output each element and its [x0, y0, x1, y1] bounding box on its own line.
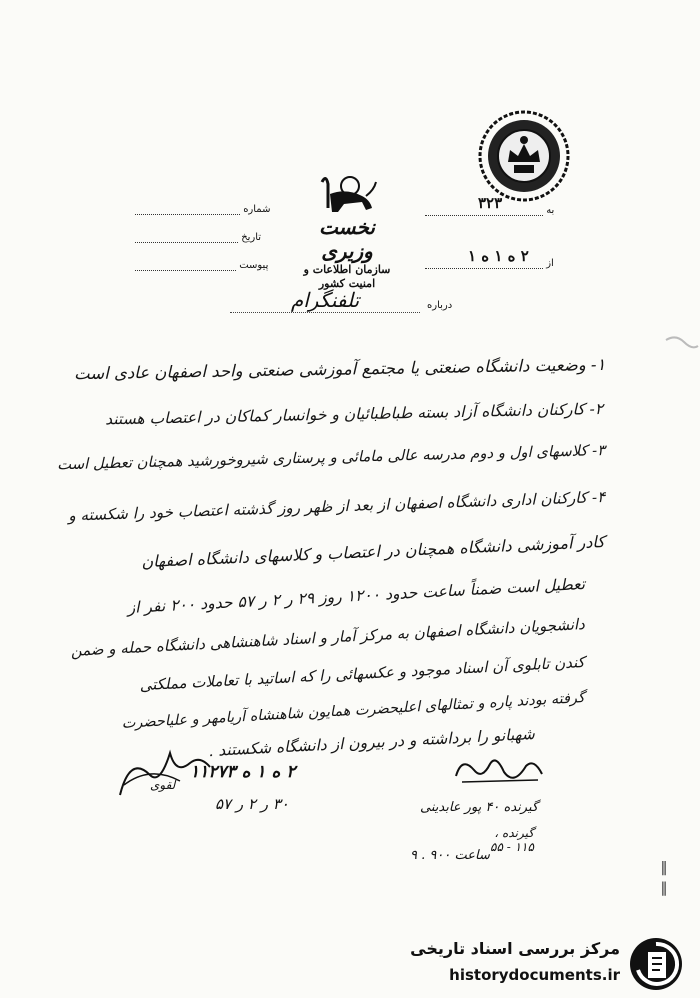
from-label: از — [546, 258, 554, 269]
number-dots — [135, 214, 240, 215]
org-subtitle: سازمان اطلاعات و امنیت کشور — [303, 263, 391, 290]
body-line-1: ۱- وضعیت دانشگاه صنعتی یا مجتمع آموزشی صنعتی واحد اصفهان عادی است — [73, 355, 606, 384]
from-value: ۲ ه ۱ ه ۱ — [468, 247, 529, 265]
signature-right — [452, 752, 547, 790]
body-line-7: دانشجویان دانشگاه اصفهان به مرکز آمار و اسناد شاهنشاهی دانشگاه حمله و ضمن — [70, 615, 586, 660]
margin-pencil-mark — [662, 330, 700, 360]
signature-left-text: لقوی — [150, 778, 176, 792]
body-line-6: تعطیل است ضمناً ساعت حدود ۱۲۰۰ روز ۲۹ ر ۲ ر ۵۷ حدود ۲۰۰ نفر از — [127, 575, 586, 617]
watermark-title: مرکز بررسی اسناد تاریخی — [410, 939, 620, 958]
date-label: تاریخ — [241, 232, 262, 243]
body-line-2: ۲- کارکنان دانشگاه آزاد بسته طباطبائیان و خوانسار کماکان در اعتصاب هستند — [104, 400, 604, 429]
body-line-8: کندن تابلوی آن اسناد موجود و عکسهائی را که اساتید با تعاملات مملکتی — [139, 653, 586, 695]
body-line-10: شهبانو را برداشته و در بیرون از دانشگاه شکستند . — [208, 725, 536, 761]
org-title: نخست وزیری — [319, 215, 375, 263]
body-line-5: کادر آموزشی دانشگاه همچنان در اعتصاب و کلاسهای دانشگاه اصفهان — [141, 532, 606, 572]
organization-block — [292, 215, 402, 291]
side-marks: ‖ ‖ — [656, 860, 672, 897]
to-value: ۳۲۳ — [478, 194, 503, 212]
reference-date: ۳۰ ر ۲ ر ۵۷ — [215, 795, 289, 813]
time-line: ساعت ۹۰۰ . ۹ — [410, 848, 490, 863]
number-label: شماره — [243, 204, 271, 215]
lion-and-sun-icon — [316, 172, 378, 216]
sender-line: گیرنده ۴۰ پور عابدینی — [420, 800, 539, 815]
subject-label: درباره — [427, 300, 453, 311]
date-field — [135, 232, 261, 243]
attachment-label: پیوست — [239, 260, 269, 271]
to-dots — [425, 215, 543, 216]
body-line-4: ۴- کارکنان اداری دانشگاه اصفهان از بعد از ظهر روز گذشته اعتصاب خود را شکسته و — [67, 488, 606, 525]
subject-value: تلفنگرام — [230, 288, 420, 313]
attachment-dots — [135, 270, 236, 271]
number-field — [135, 204, 270, 215]
receiver-line-2: ۱۱۵ - ۵۵ — [490, 840, 534, 854]
receiver-block — [490, 826, 534, 854]
reference-number: ۲ ه ۱ ه ۱۱۲۷۳ — [190, 762, 296, 782]
date-dots — [135, 242, 238, 243]
watermark-url: historydocuments.ir — [449, 966, 620, 984]
from-dots — [425, 268, 543, 269]
attachment-field — [135, 260, 268, 271]
imperial-seal-emblem — [478, 110, 570, 202]
body-line-9: گرفته بودند پاره و تمثالهای اعلیحضرت همایون شاهنشاه آریامهر و علیاحضرت — [121, 690, 586, 732]
to-label: به — [546, 205, 555, 216]
body-line-3: ۳- کلاسهای اول و دوم مدرسه عالی مامائی و پرستاری شیروخورشید همچنان تعطیل است — [56, 442, 606, 474]
receiver-line-1: گیرنده ، — [494, 826, 534, 840]
watermark-logo-icon — [628, 936, 684, 992]
